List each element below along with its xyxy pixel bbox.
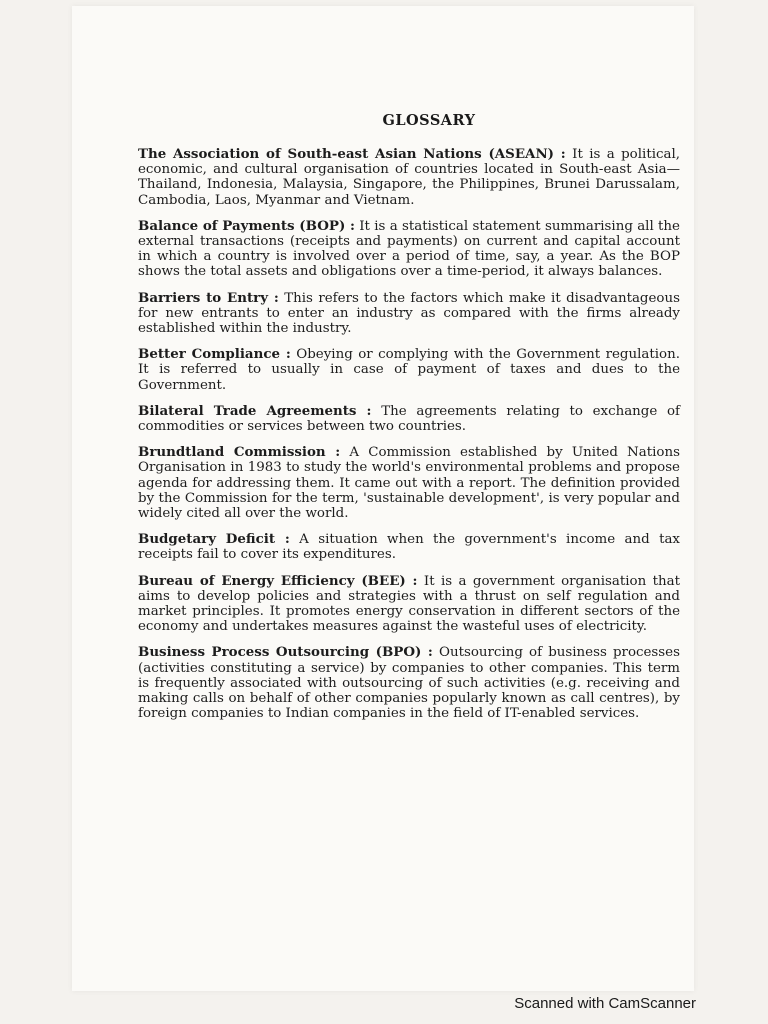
glossary-term: The Association of South-east Asian Nations (ASEAN) : [138,146,566,162]
glossary-term: Bureau of Energy Efficiency (BEE) : [138,572,418,589]
glossary-term: Brundtland Commission : [138,444,341,461]
glossary-term: Better Compliance : [138,346,291,363]
glossary-definition: This refers to the factors which make it disadvantageous for new entrants to enter an industry as compared with the firms already established within the industry. [138,290,680,337]
glossary-definition: Obeying or complying with the Government regulation. It is referred to usually in case of payment of taxes and dues to the Government. [138,347,680,393]
glossary-definition: The agreements relating to exchange of commodities or services between two countries. [138,403,680,435]
glossary-term: Barriers to Entry : [138,289,279,306]
glossary-entry-asean [138,147,680,208]
glossary-definition: A Commission established by United Nations Organisation in 1983 to study the world's environmental problems and propose agenda for addressing them. It came out with a report. The definition provided by the Commission for the term, 'sustainable development', is very popular and widely cited all over the world. [138,445,680,522]
glossary-entry-bee [138,574,680,635]
glossary-term: Bilateral Trade Agreements : [138,402,372,419]
glossary-definition: It is a political, economic, and cultural organisation of countries located in South-east Asia—Thailand, Indonesia, Malaysia, Singapore, the Philippines, Brunei Darussalam, Cambodia, Laos, Myanmar and Vietnam. [138,147,680,208]
glossary-entry-bop [138,219,680,280]
glossary-definition: It is a government organisation that aims to develop policies and strategies with a thrust on self regulation and market principles. It promotes energy conservation in different sectors of the economy and undertakes measures against the wasteful uses of electricity. [138,573,680,635]
glossary-term: Business Process Outsourcing (BPO) : [138,644,433,661]
glossary-entry-bpo [138,645,680,721]
glossary-term: Budgetary Deficit : [138,531,290,548]
glossary-definition: A situation when the government's income and tax receipts fail to cover its expenditures. [138,532,680,563]
glossary-term: Balance of Payments (BOP) : [138,217,355,234]
glossary-entry-bilateral-trade [138,404,680,434]
camscanner-watermark: Scanned with CamScanner [514,995,696,1012]
glossary-entry-budgetary-deficit [138,532,680,562]
glossary-definition: It is a statistical statement summarising all the external transactions (receipts and payments) on current and capital account in which a country is involved over a period of time, say, a year. As the BOP shows the total assets and obligations over a time-period, it always balances. [138,218,680,280]
glossary-content [138,112,680,733]
glossary-entry-brundtland [138,445,680,521]
glossary-entry-barriers-to-entry [138,291,680,337]
page-title: GLOSSARY [382,112,476,129]
glossary-entry-better-compliance [138,347,680,393]
glossary-definition: Outsourcing of business processes (activities constituting a service) by companies to other companies. This term is frequently associated with outsourcing of such activities (e.g. receiving and making calls on behalf of other companies popularly known as call centres), by foreign companies to Indian companies in the field of IT-enabled services. [138,645,680,722]
